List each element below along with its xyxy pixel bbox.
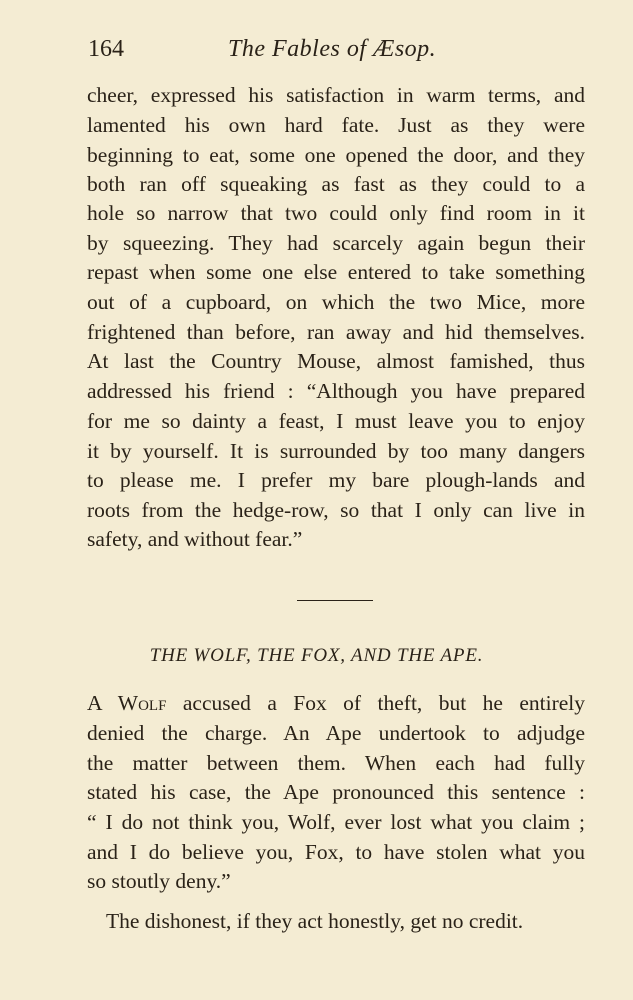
text-line: so stoutly deny.” bbox=[87, 869, 231, 893]
text-line: stated his case, the Ape pronounced this sentence : bbox=[87, 780, 585, 804]
fable-moral: The dishonest, if they act honestly, get no credit. bbox=[106, 909, 524, 933]
first-line-rest: accused a Fox of theft, but he entirely bbox=[182, 691, 586, 715]
text-line-first bbox=[87, 688, 585, 718]
text-line: it by yourself. It is surrounded by too many dangers bbox=[87, 439, 585, 463]
small-caps-word: Wolf bbox=[117, 691, 167, 715]
text-line: lamented his own hard fate. Just as they were bbox=[87, 113, 585, 137]
text-line: both ran off squeaking as fast as they could to a bbox=[87, 172, 585, 196]
text-line: repast when some one else entered to take something bbox=[87, 260, 585, 284]
text-line: At last the Country Mouse, almost famished, thus bbox=[87, 349, 585, 373]
text-line: addressed his friend : “Although you have prepared bbox=[87, 379, 585, 403]
text-line: hole so narrow that two could only find room in it bbox=[87, 201, 585, 225]
text-line: “ I do not think you, Wolf, ever lost what you claim ; bbox=[87, 810, 585, 834]
fable-title: THE WOLF, THE FOX, AND THE APE. bbox=[149, 645, 484, 666]
running-title: The Fables of Æsop. bbox=[228, 36, 437, 62]
text-line: safety, and without fear.” bbox=[87, 527, 303, 551]
text-line: beginning to eat, some one opened the door, and they bbox=[87, 143, 585, 167]
text-line: cheer, expressed his satisfaction in warm terms, and bbox=[87, 83, 585, 107]
text-line: denied the charge. An Ape undertook to adjudge bbox=[87, 721, 585, 745]
page-header bbox=[88, 36, 588, 70]
text-line: by squeezing. They had scarcely again begun their bbox=[87, 231, 585, 255]
text-line: roots from the hedge-row, so that I only can live in bbox=[87, 498, 585, 522]
text-line: the matter between them. When each had fully bbox=[87, 751, 585, 775]
section-divider bbox=[297, 600, 373, 601]
text-line: to please me. I prefer my bare plough-lands and bbox=[87, 468, 585, 492]
drop-word-initial: A bbox=[87, 691, 102, 715]
text-line: frightened than before, ran away and hid themselves. bbox=[87, 320, 585, 344]
text-line: out of a cupboard, on which the two Mice, more bbox=[87, 290, 585, 314]
text-line: and I do believe you, Fox, to have stolen what you bbox=[87, 840, 585, 864]
page-number: 164 bbox=[88, 36, 124, 62]
text-line: for me so dainty a feast, I must leave you to enjoy bbox=[87, 409, 585, 433]
